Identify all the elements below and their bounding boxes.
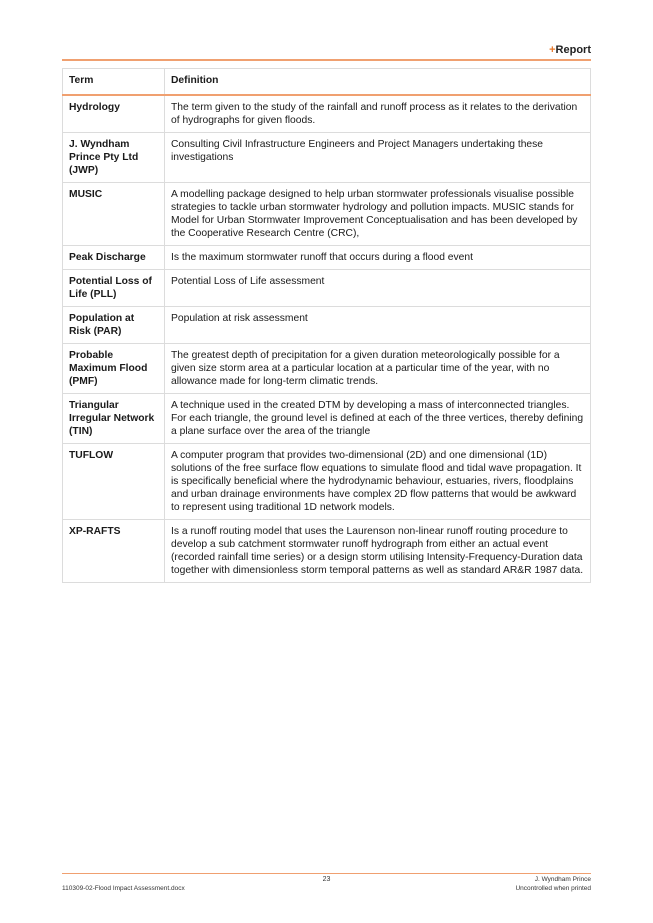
definition-cell: A computer program that provides two-dimensional (2D) and one dimensional (1D) solutions of the free surface flow equations to simulate flood and tidal wave propagation. It is specifically beneficial where the hydrodynamic behaviour, estuaries, rivers, floodplains and urban drainage environments have complex 2D flow patterns that would be awkward to represent using traditional 1D network models. <box>165 444 591 520</box>
definition-cell: Is the maximum stormwater runoff that occurs during a flood event <box>165 246 591 270</box>
plus-mark: + <box>549 44 556 56</box>
definition-cell: The greatest depth of precipitation for a given duration meteorologically possible for a given size storm area at a particular location at a particular time of the year, with no allowance made for long-term climatic trends. <box>165 344 591 394</box>
table-row <box>63 394 591 444</box>
footer-company: J. Wyndham Prince <box>534 876 591 883</box>
definition-cell: A technique used in the created DTM by developing a mass of interconnected triangles. For each triangle, the ground level is defined at each of the three vertices, thereby defining a plane surface over the area of the triangle <box>165 394 591 444</box>
footer-divider <box>62 873 591 874</box>
page-number: 23 <box>322 876 331 883</box>
term-cell: XP-RAFTS <box>63 520 165 583</box>
definition-cell: Potential Loss of Life assessment <box>165 270 591 307</box>
term-column-header: Term <box>63 69 165 96</box>
table-row <box>63 133 591 183</box>
term-cell: MUSIC <box>63 183 165 246</box>
table-row <box>63 95 591 133</box>
table-row <box>63 307 591 344</box>
definition-cell: Consulting Civil Infrastructure Engineers and Project Managers undertaking these investigations <box>165 133 591 183</box>
header-divider <box>62 59 591 61</box>
table-row <box>63 444 591 520</box>
term-cell: Hydrology <box>63 95 165 133</box>
term-cell: J. Wyndham Prince Pty Ltd (JWP) <box>63 133 165 183</box>
table-row <box>63 270 591 307</box>
definition-cell: Is a runoff routing model that uses the Laurenson non-linear runoff routing procedure to develop a sub catchment stormwater runoff hydrograph from either an actual event (recorded rainfall time series) or a design storm utilising Intensity-Frequency-Duration data together with dimensionless storm temporal patterns as well as standard AR&R 1987 data. <box>165 520 591 583</box>
report-label: Report <box>555 44 591 56</box>
report-header <box>549 44 591 56</box>
definition-column-header: Definition <box>165 69 591 96</box>
term-cell: Triangular Irregular Network (TIN) <box>63 394 165 444</box>
term-cell: Population at Risk (PAR) <box>63 307 165 344</box>
glossary-table <box>62 68 591 583</box>
term-cell: Potential Loss of Life (PLL) <box>63 270 165 307</box>
definition-cell: A modelling package designed to help urban stormwater professionals visualise possible strategies to tackle urban stormwater hydrology and pollution impacts. MUSIC stands for Model for Urban Stormwater Improvement Conceptualisation and has been developed by the Cooperative Research Centre (CRC), <box>165 183 591 246</box>
table-row <box>63 246 591 270</box>
term-cell: Probable Maximum Flood (PMF) <box>63 344 165 394</box>
table-row <box>63 344 591 394</box>
footer-status: Uncontrolled when printed <box>515 885 591 892</box>
footer-file-name: 110309-02-Flood Impact Assessment.docx <box>62 885 185 892</box>
table-row <box>63 520 591 583</box>
table-row <box>63 183 591 246</box>
definition-cell: The term given to the study of the rainfall and runoff process as it relates to the derivation of hydrographs for given floods. <box>165 95 591 133</box>
definition-cell: Population at risk assessment <box>165 307 591 344</box>
term-cell: Peak Discharge <box>63 246 165 270</box>
table-header-row <box>63 69 591 96</box>
term-cell: TUFLOW <box>63 444 165 520</box>
